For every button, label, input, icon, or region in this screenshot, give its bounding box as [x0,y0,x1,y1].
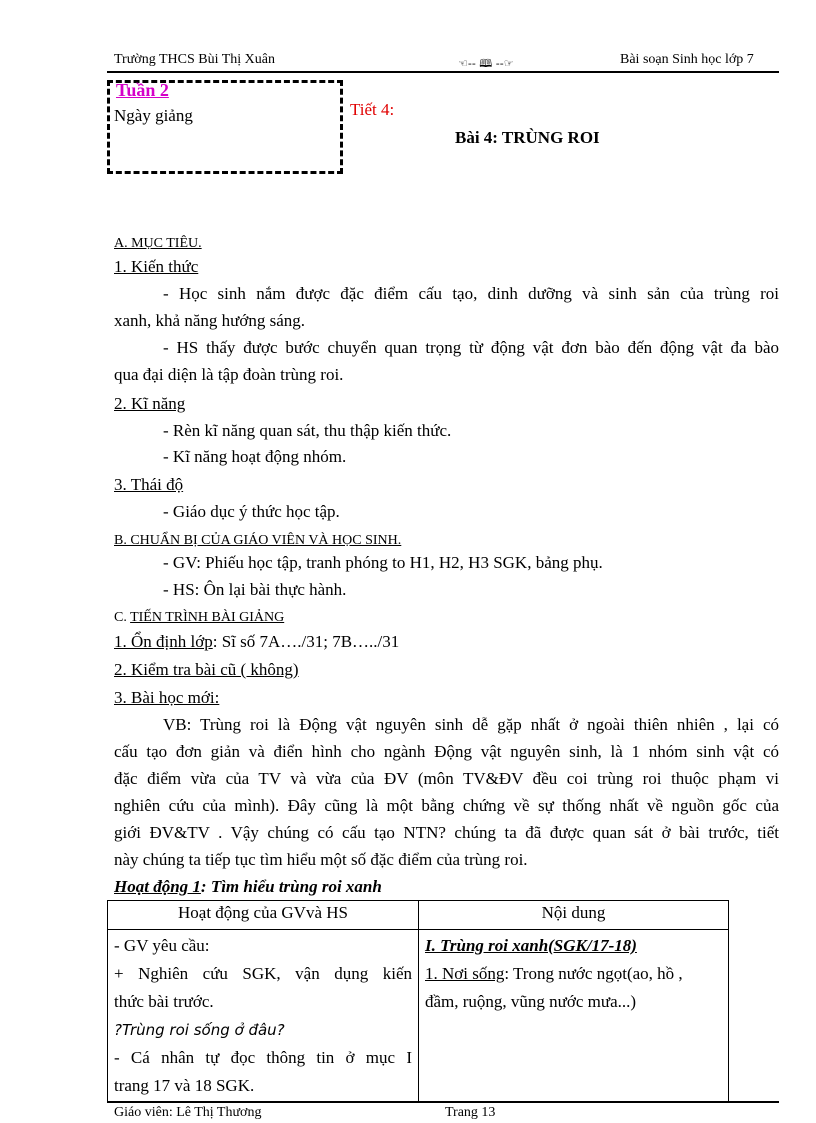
activity-line: - Cá nhân tự đọc thông tin ở mục I [114,1048,412,1067]
prep-student: - HS: Ôn lại bài thực hành. [163,580,347,599]
date-label: Ngày giảng [114,106,193,125]
activity-question: ?Trùng roi sống ở đâu? [114,1021,285,1039]
skills-line: - Rèn kĩ năng quan sát, thu thập kiến thức. [163,421,452,440]
skills-heading: 2. Kĩ năng [114,394,186,413]
week-label: Tuần 2 [116,80,169,100]
section-a-heading: A. MỤC TIÊU. [114,236,202,251]
header-rule [107,71,779,73]
new-lesson-heading: 3. Bài học mới: [114,688,220,707]
content-line: đầm, ruộng, vũng nước mưa...) [425,992,637,1011]
class-stability: 1. Ổn định lớp: Sĩ số 7A…./31; 7B…../31 [114,632,400,651]
attitude-heading: 3. Thái độ [114,475,184,494]
activity-table [107,900,729,1103]
footer-page: Trang 13 [445,1105,496,1120]
section-c-heading: C. TIẾN TRÌNH BÀI GIẢNG [114,610,285,625]
old-lesson-check: 2. Kiểm tra bài cũ ( không) [114,660,299,679]
activity-heading: Hoạt động 1: Tìm hiểu trùng roi xanh [114,877,382,896]
activity-line: + Nghiên cứu SGK, vận dụng kiến [114,964,412,983]
intro-line: này chúng ta tiếp tục tìm hiểu một số đặc điểm của trùng roi. [114,850,528,869]
knowledge-line: - HS thấy được bước chuyển quan trọng từ động vật đơn bào đến động vật đa bào [163,338,779,357]
header-school: Trường THCS Bùi Thị Xuân [114,52,275,67]
intro-line: nghiên cứu của mình). Đây cũng là một bằng chứng về sự thống nhất về nguồn gốc của [114,796,779,815]
intro-line: đặc điểm vừa của TV và vừa của ĐV (môn TV&ĐV đều coi trùng roi thuộc phạm vi [114,769,779,788]
activity-line: thức bài trước. [114,992,214,1011]
prep-teacher: - GV: Phiếu học tập, tranh phóng to H1, H2, H3 SGK, bảng phụ. [163,553,603,572]
intro-line: VB: Trùng roi là Động vật nguyên sinh dễ gặp nhất ở ngoài thiên nhiên , lại có [163,715,779,734]
table-header-activities: Hoạt động của GVvà HS [108,901,419,930]
skills-line: - Kĩ năng hoạt động nhóm. [163,447,347,466]
intro-line: cấu tạo đơn giản và điển hình cho ngành Động vật nguyên sinh, là 1 nhóm sinh vật có [114,742,779,761]
content-line: 1. Nơi sống: Trong nước ngọt(ao, hồ , [425,964,683,983]
table-header-content: Nội dung [419,901,729,930]
table-cell-activities [108,930,419,1103]
lesson-title: Bài 4: TRÙNG ROI [455,128,600,147]
knowledge-heading: 1. Kiến thức [114,257,199,276]
header-ornament: ☜-- 🕮 --☞ [458,57,514,70]
intro-line: giới ĐV&TV . Vậy chúng có cấu tạo NTN? chúng ta đã được quan sát ở bài trước, tiết [114,823,779,842]
section-b-heading: B. CHUẨN BỊ CỦA GIÁO VIÊN VÀ HỌC SINH. [114,533,402,548]
knowledge-line: - Học sinh nắm được đặc điểm cấu tạo, dinh dưỡng và sinh sản của trùng roi [163,284,779,303]
knowledge-line: xanh, khả năng hướng sáng. [114,311,306,330]
period-label: Tiết 4: [350,100,395,119]
footer-teacher: Giáo viên: Lê Thị Thương [114,1105,262,1120]
activity-line: - GV yêu cầu: [114,936,210,955]
knowledge-line: qua đại diện là tập đoàn trùng roi. [114,365,344,384]
table-cell-content [419,930,729,1103]
header-subject: Bài soạn Sinh học lớp 7 [620,52,754,67]
activity-line: trang 17 và 18 SGK. [114,1076,255,1095]
content-heading: I. Trùng roi xanh(SGK/17-18) [425,936,637,955]
attitude-line: - Giáo dục ý thức học tập. [163,502,340,521]
footer-rule [107,1101,779,1103]
